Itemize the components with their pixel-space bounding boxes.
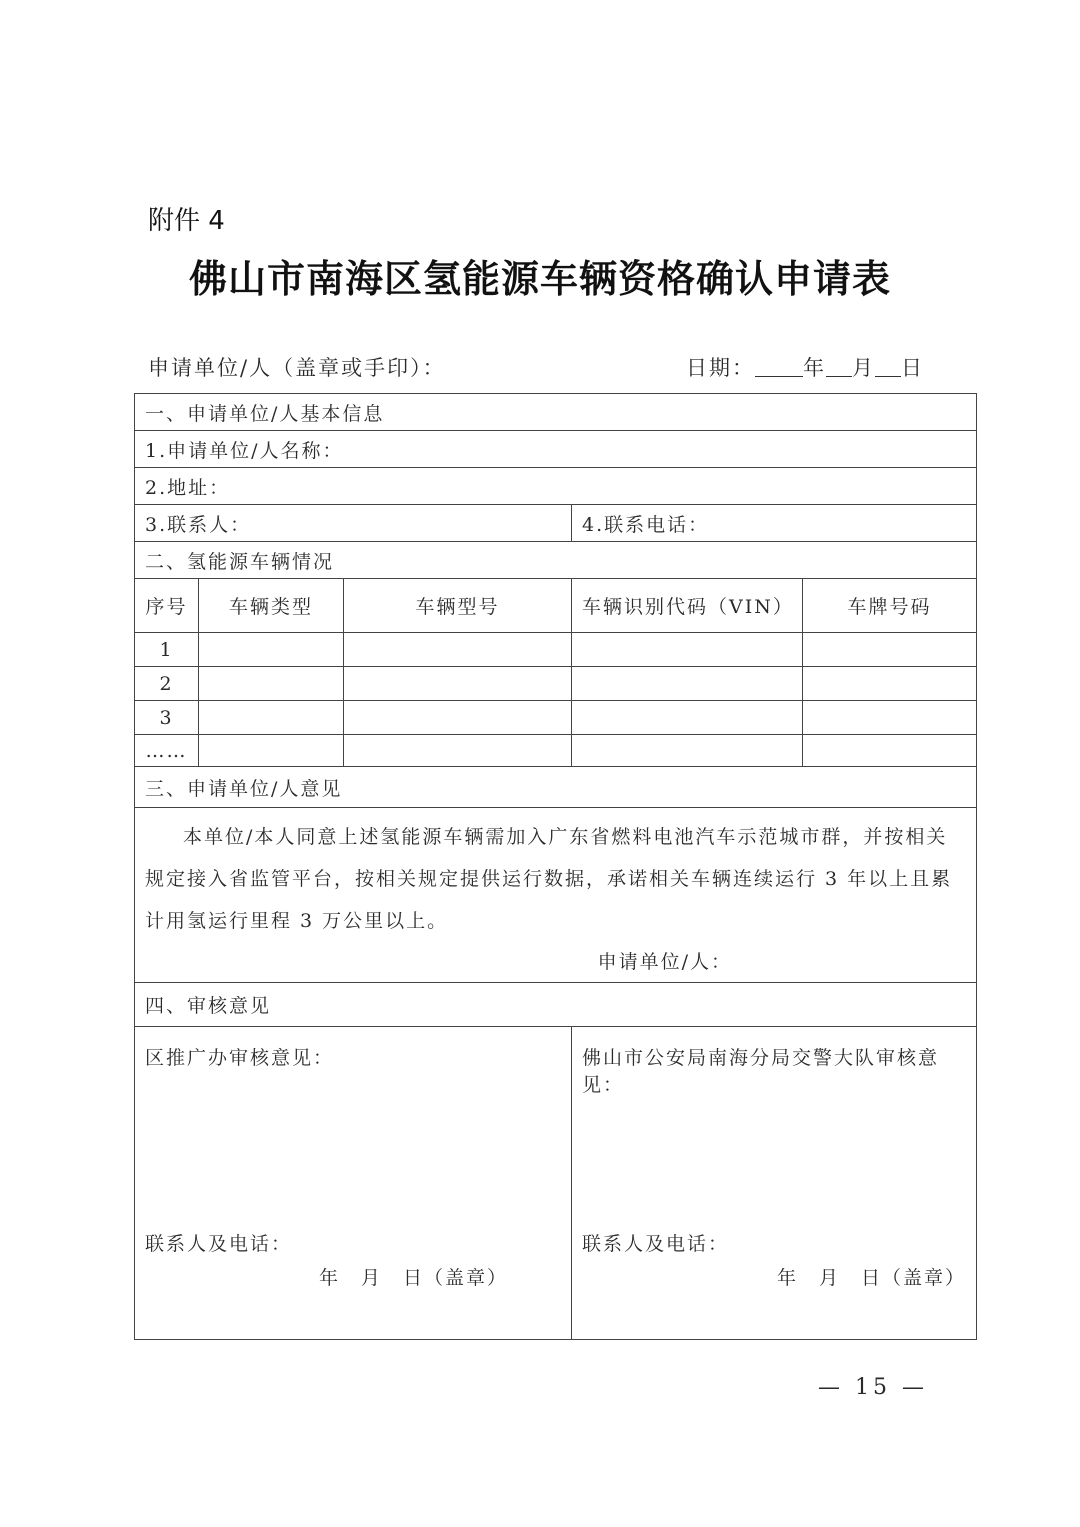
attachment-label: 附件 4 xyxy=(148,206,225,236)
contact-row xyxy=(135,505,977,542)
vehicle-type-cell[interactable] xyxy=(199,667,344,701)
police-review-contact: 联系人及电话： xyxy=(582,1233,730,1255)
row-index: …… xyxy=(135,735,199,767)
plate-cell[interactable] xyxy=(803,735,977,767)
document-title: 佛山市南海区氢能源车辆资格确认申请表 xyxy=(188,257,891,301)
table-row xyxy=(135,701,977,735)
section4-heading: 四、审核意见 xyxy=(135,983,977,1027)
vehicle-model-cell[interactable] xyxy=(344,701,572,735)
col-header-plate: 车牌号码 xyxy=(803,579,977,633)
application-form-table xyxy=(134,393,977,1340)
contact-phone-field[interactable]: 4.联系电话： xyxy=(572,505,977,542)
vin-cell[interactable] xyxy=(572,701,803,735)
district-review-date-stamp: 年 月 日（盖章） xyxy=(319,1267,509,1289)
applicant-name-row xyxy=(135,431,977,468)
row-index: 2 xyxy=(135,667,199,701)
date-field xyxy=(686,352,924,382)
opinion-text: 本单位/本人同意上述氢能源车辆需加入广东省燃料电池汽车示范城市群，并按相关规定接入省监管平台，按相关规定提供运行数据，承诺相关车辆连续运行 3 年以上且累计用氢运行里程 3 万公里以上。 xyxy=(145,826,953,932)
date-prefix: 日期： xyxy=(686,356,755,380)
district-review-title: 区推广办审核意见： xyxy=(145,1047,335,1069)
col-header-vehicle-model: 车辆型号 xyxy=(344,579,572,633)
address-row xyxy=(135,468,977,505)
page-number: — 15 — xyxy=(818,1375,928,1400)
section1-heading: 一、申请单位/人基本信息 xyxy=(135,394,977,431)
section4-heading-row xyxy=(135,983,977,1027)
plate-cell[interactable] xyxy=(803,701,977,735)
vin-cell[interactable] xyxy=(572,735,803,767)
police-review-cell[interactable] xyxy=(572,1027,977,1340)
table-row xyxy=(135,633,977,667)
date-day-label: 日 xyxy=(901,356,924,380)
district-review-cell[interactable] xyxy=(135,1027,572,1340)
district-review-contact: 联系人及电话： xyxy=(145,1233,293,1255)
vehicle-model-cell[interactable] xyxy=(344,633,572,667)
opinion-signature: 申请单位/人： xyxy=(597,951,733,973)
plate-cell[interactable] xyxy=(803,667,977,701)
row-index: 1 xyxy=(135,633,199,667)
opinion-cell xyxy=(135,808,977,983)
vin-cell[interactable] xyxy=(572,633,803,667)
vehicle-type-cell[interactable] xyxy=(199,633,344,667)
vin-cell[interactable] xyxy=(572,667,803,701)
vehicle-table-header xyxy=(135,579,977,633)
year-blank[interactable] xyxy=(755,356,803,377)
address-field[interactable]: 2.地址： xyxy=(135,468,977,505)
table-row xyxy=(135,667,977,701)
table-row xyxy=(135,735,977,767)
vehicle-model-cell[interactable] xyxy=(344,735,572,767)
section2-heading-row xyxy=(135,542,977,579)
date-year-label: 年 xyxy=(803,356,826,380)
col-header-vin: 车辆识别代码（VIN） xyxy=(572,579,803,633)
row-index: 3 xyxy=(135,701,199,735)
date-month-label: 月 xyxy=(852,356,875,380)
plate-cell[interactable] xyxy=(803,633,977,667)
police-review-title: 佛山市公安局南海分局交警大队审核意见： xyxy=(582,1047,940,1096)
police-review-date-stamp: 年 月 日（盖章） xyxy=(777,1267,967,1289)
vehicle-type-cell[interactable] xyxy=(199,701,344,735)
vehicle-type-cell[interactable] xyxy=(199,735,344,767)
opinion-row xyxy=(135,808,977,983)
col-header-index: 序号 xyxy=(135,579,199,633)
section3-heading-row xyxy=(135,767,977,808)
col-header-vehicle-type: 车辆类型 xyxy=(199,579,344,633)
vehicle-model-cell[interactable] xyxy=(344,667,572,701)
applicant-name-field[interactable]: 1.申请单位/人名称： xyxy=(135,431,977,468)
month-blank[interactable] xyxy=(826,356,852,377)
opinion-text-block xyxy=(135,808,976,942)
section2-heading: 二、氢能源车辆情况 xyxy=(135,542,977,579)
contact-person-field[interactable]: 3.联系人： xyxy=(135,505,572,542)
day-blank[interactable] xyxy=(875,356,901,377)
section3-heading: 三、申请单位/人意见 xyxy=(135,767,977,808)
section1-heading-row xyxy=(135,394,977,431)
review-row xyxy=(135,1027,977,1340)
applicant-stamp-label: 申请单位/人（盖章或手印）： xyxy=(148,356,446,380)
